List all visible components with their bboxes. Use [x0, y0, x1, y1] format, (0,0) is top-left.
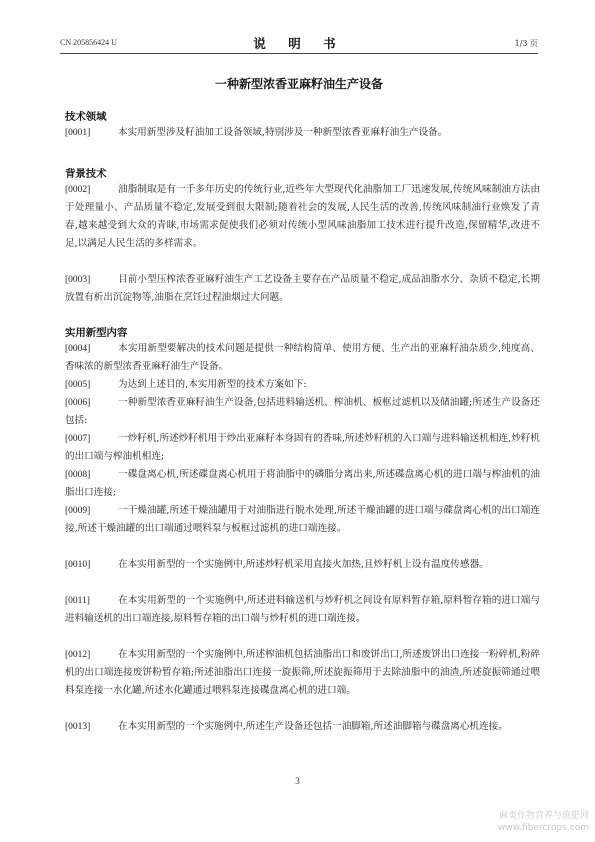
paragraph	[65, 718, 540, 736]
paragraph	[65, 502, 540, 538]
paragraph-text: 一炒籽机,所述炒籽机用于炒出亚麻籽本身固有的香味,所述炒籽机的入口端与进料输送机相连,炒籽机的出口端与榨油机相连;	[65, 433, 540, 462]
paragraph-number: [0010]	[65, 560, 91, 570]
patent-title: 一种新型浓香亚麻籽油生产设备	[214, 77, 383, 91]
header-divider	[60, 53, 538, 54]
page-indicator: 1/3 页	[514, 39, 538, 48]
paragraph	[65, 592, 540, 628]
publication-number: CN 205856424 U	[60, 38, 117, 47]
paragraph-text: 在本实用新型的一个实施例中,所述生产设备还包括一油脚箱,所述油脚箱与碟盘离心机连接。	[118, 721, 508, 732]
page-number: 3	[295, 776, 300, 786]
paragraph-text: 一碟盘离心机,所述碟盘离心机用于将油脂中的磷脂分离出来,所述碟盘离心机的进口端与榨油机的油脂出口连接;	[65, 469, 540, 498]
section-heading-content: 实用新型内容	[65, 327, 128, 339]
paragraph-text: 一种新型浓香亚麻籽油生产设备,包括进料输送机、榨油机、板框过滤机以及储油罐;所述生产设备还包括:	[65, 397, 540, 426]
paragraph-number: [0013]	[65, 722, 91, 732]
paragraph-number: [0009]	[65, 506, 91, 516]
page-header	[60, 34, 538, 50]
paragraph-number: [0008]	[65, 470, 91, 480]
paragraph	[65, 376, 540, 394]
paragraph-text: 本实用新型要解决的技术问题是提供一种结构简单、使用方便、生产出的亚麻籽油杂质少,纯度高、香味浓的新型浓香亚麻籽油生产设备。	[65, 343, 540, 372]
paragraph-number: [0003]	[65, 275, 91, 285]
paragraph	[65, 271, 540, 307]
paragraph	[65, 394, 540, 430]
paragraph-number: [0011]	[65, 596, 90, 606]
document-type-title: 说 明 书	[253, 36, 345, 51]
watermark-title: 麻类作物营养与施肥网	[498, 811, 589, 821]
paragraph	[65, 466, 540, 502]
paragraph	[65, 340, 540, 376]
paragraph-number: [0004]	[65, 344, 91, 354]
paragraph-text: 为达到上述目的,本实用新型的技术方案如下:	[118, 379, 307, 390]
paragraph-text: 目前小型压榨浓香亚麻籽油生产工艺设备主要存在产品质量不稳定,成品油脂水分、杂质不稳定,长期放置有析出沉淀物等,油脂在烹饪过程油烟过大问题。	[65, 274, 540, 303]
paragraph	[65, 181, 540, 253]
paragraph-number: [0002]	[65, 185, 91, 195]
paragraph-number: [0006]	[65, 398, 91, 408]
section-heading-tech-field: 技术领域	[65, 111, 107, 123]
paragraph-number: [0012]	[65, 650, 91, 660]
paragraph	[65, 646, 540, 700]
section-heading-background: 背景技术	[65, 168, 107, 180]
paragraph	[65, 124, 540, 142]
paragraph-text: 一干燥油罐,所述干燥油罐用于对油脂进行脱水处理,所述干燥油罐的进口端与碟盘离心机的出口端连接,所述干燥油罐的出口端通过喂料泵与板框过滤机的进口端连接。	[65, 505, 540, 534]
watermark-url: www.fibercrops.com	[498, 823, 589, 833]
paragraph	[65, 556, 540, 574]
paragraph-text: 油脂制取是有一千多年历史的传统行业,近些年大型现代化油脂加工厂迅速发展,传统风味制油方法由于处理量小、产品质量不稳定,发展受到很大限制;随着社会的发展,人民生活的改善,传统风味制油行业焕发了青春,越来越受到大众的青睐,市场需求促使我们必须对传统小型风味油脂加工技术进行提升改造,保留精华,改进不足,以满足人民生活的多样需求。	[65, 184, 540, 249]
site-watermark	[498, 810, 589, 834]
paragraph	[65, 430, 540, 466]
paragraph-number: [0005]	[65, 380, 91, 390]
paragraph-number: [0007]	[65, 434, 91, 444]
paragraph-text: 在本实用新型的一个实施例中,所述进料输送机与炒籽机之间设有原料暂存箱,原料暂存箱的进口端与进料输送机的出口端连接,原料暂存箱的出口端与炒籽机的进口端连接。	[65, 595, 540, 624]
paragraph-text: 在本实用新型的一个实施例中,所述榨油机包括油脂出口和废饼出口,所述废饼出口连接一粉碎机,粉碎机的出口端连接废饼粉暂存箱;所述油脂出口连接一旋振筛,所述旋振筛用于去除油脂中的油渣,所述旋振筛通过喂料泵连接一水化罐,所述水化罐通过喂料泵连接碟盘离心机的进口端。	[65, 649, 540, 696]
paragraph-text: 本实用新型涉及籽油加工设备领域,特别涉及一种新型浓香亚麻籽油生产设备。	[118, 127, 448, 138]
paragraph-text: 在本实用新型的一个实施例中,所述炒籽机采用直接火加热,且炒籽机上设有温度传感器。	[118, 559, 489, 570]
paragraph-number: [0001]	[65, 128, 91, 138]
